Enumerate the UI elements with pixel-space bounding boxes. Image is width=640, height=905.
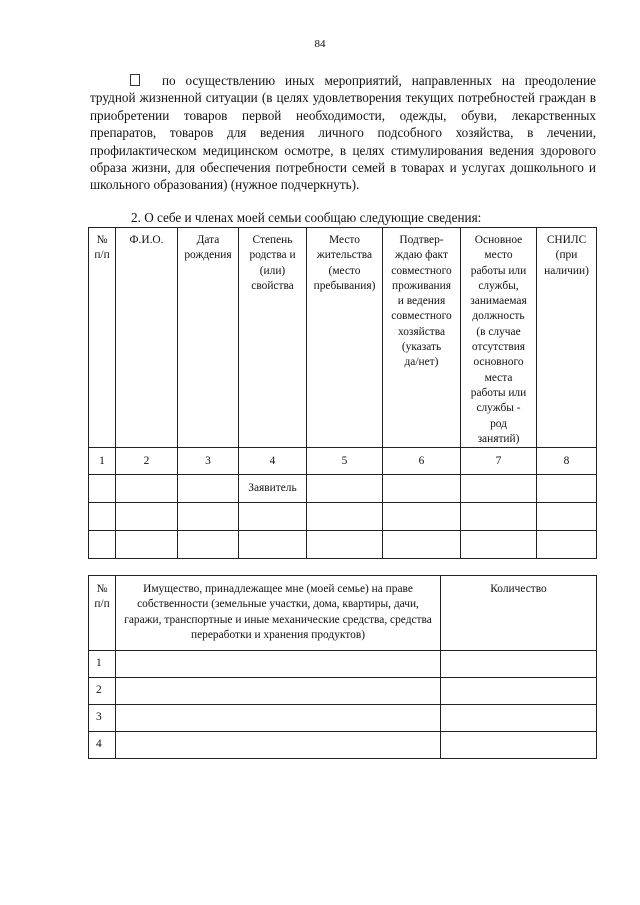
property-row-number: 4 [89,732,116,759]
property-row-number: 3 [89,705,116,732]
table-row [89,651,597,678]
family-cell[interactable] [116,475,178,503]
family-cell[interactable] [461,475,537,503]
family-cell[interactable] [239,531,307,559]
table-row [89,678,597,705]
family-cell[interactable] [89,531,116,559]
family-cell[interactable] [178,531,239,559]
column-number: 4 [239,448,307,475]
family-header-fio: Ф.И.О. [116,228,178,448]
property-cell[interactable] [116,678,441,705]
property-cell[interactable] [116,732,441,759]
family-cell[interactable] [307,503,383,531]
family-cell[interactable] [89,503,116,531]
property-cell[interactable] [116,651,441,678]
table-row [89,732,597,759]
column-number: 6 [383,448,461,475]
column-number: 8 [537,448,597,475]
property-row-number: 2 [89,678,116,705]
family-cell[interactable] [383,475,461,503]
property-quantity-cell[interactable] [441,678,597,705]
property-row-number: 1 [89,651,116,678]
checkbox-icon[interactable] [130,74,140,86]
property-quantity-cell[interactable] [441,705,597,732]
table-row [89,475,597,503]
section-2-heading: 2. О себе и членах моей семьи сообщаю следующие сведения: [131,210,482,225]
page-number: 84 [314,38,326,50]
table-row [89,705,597,732]
family-cell[interactable] [307,475,383,503]
family-cell[interactable] [461,503,537,531]
family-header-number: № п/п [89,228,116,448]
family-cell[interactable] [307,531,383,559]
family-cell[interactable] [239,503,307,531]
column-number: 1 [89,448,116,475]
family-members-table [88,227,597,559]
table-row [89,503,597,531]
property-header-quantity: Количество [441,576,597,651]
family-cell[interactable] [89,475,116,503]
column-number: 5 [307,448,383,475]
family-cell[interactable] [537,503,597,531]
property-header-number: № п/п [89,576,116,651]
family-cell[interactable] [383,531,461,559]
family-cell-applicant[interactable]: Заявитель [239,475,307,503]
intro-paragraph [90,72,596,194]
family-cell[interactable] [116,531,178,559]
column-number: 7 [461,448,537,475]
column-number: 3 [178,448,239,475]
family-cell[interactable] [537,475,597,503]
family-cell[interactable] [178,503,239,531]
family-header-cohabitation: Подтвер- ждаю факт совместного проживания и ведения совместного хозяйства (указать да/нет) [383,228,461,448]
property-header-description: Имущество, принадлежащее мне (моей семье) на праве собственности (земельные участки, дома, квартиры, дачи, гаражи, транспортные и иные механические средства, средства переработки и хранения продуктов) [116,576,441,651]
family-cell[interactable] [116,503,178,531]
family-cell[interactable] [178,475,239,503]
family-cell[interactable] [461,531,537,559]
table-row [89,531,597,559]
property-quantity-cell[interactable] [441,732,597,759]
family-cell[interactable] [537,531,597,559]
property-table [88,575,597,759]
family-header-residence: Место жительства (место пребывания) [307,228,383,448]
family-cell[interactable] [383,503,461,531]
column-number: 2 [116,448,178,475]
family-header-snils: СНИЛС (при наличии) [537,228,597,448]
family-header-birthdate: Дата рождения [178,228,239,448]
property-quantity-cell[interactable] [441,651,597,678]
family-header-relationship: Степень родства и (или) свойства [239,228,307,448]
intro-text: по осуществлению иных мероприятий, направленных на преодоление трудной жизненной ситуации (в целях удовлетворения текущих потребностей граждан в приобретении товаров первой необходимости, одежды, обуви, лекарственных препаратов, товаров для ведения личного подсобного хозяйства, в лечении, профилактическом медицинском осмотре, в целях стимулирования ведения здорового образа жизни, для обеспечения потребности семей в товарах и услугах дошкольного и школьного образования) (нужное подчеркнуть). [90,73,596,193]
family-header-workplace: Основное место работы или службы, занимаемая должность (в случае отсутствия основного места работы или службы - род занятий) [461,228,537,448]
property-cell[interactable] [116,705,441,732]
